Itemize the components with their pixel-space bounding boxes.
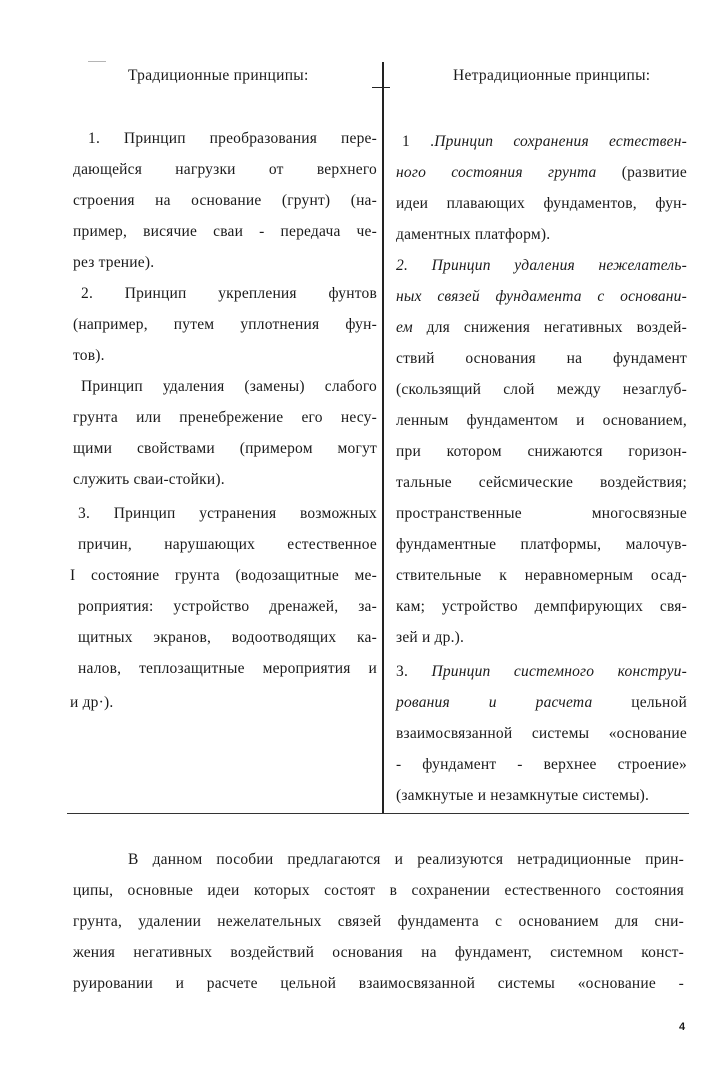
right-line: ных связей фундамента с основани- <box>396 288 687 305</box>
column-divider <box>382 62 384 814</box>
right-line: идеи плавающих фундаментов, фун- <box>396 195 687 212</box>
left-line: 1. Принцип преобразования пере- <box>88 130 377 147</box>
paragraph-line: ципы, основные идеи которых состоят в сохранении естественного состояния <box>73 882 684 899</box>
scan-mark <box>88 61 106 62</box>
right-line: взаимосвязанной системы «основание <box>396 725 687 742</box>
left-line: щитных экранов, водоотводящих ка- <box>78 629 377 646</box>
right-line: при котором снижаются горизон- <box>396 443 687 460</box>
left-line: щими свойствами (примером могут <box>73 440 377 457</box>
right-line: рования и расчета цельной <box>396 694 688 711</box>
right-line: ленным фундаментом и основанием, <box>396 412 687 429</box>
table-bottom-rule <box>67 813 689 814</box>
paragraph-line: грунта, удалении нежелательных связей фундамента с основанием для сни- <box>73 913 684 930</box>
left-line: I состояние грунта (водозащитные ме- <box>70 567 377 584</box>
right-line: (скользящий слой между незаглуб- <box>396 381 687 398</box>
left-line: служить сваи-стойки). <box>73 471 225 488</box>
right-line: ствительные к неравномерным осад- <box>396 567 687 584</box>
page-number: 4 <box>679 1021 686 1033</box>
left-line: и др·). <box>70 694 114 711</box>
left-line: Принцип удаления (замены) слабого <box>81 378 377 395</box>
left-line: налов, теплозащитные мероприятия и <box>78 660 377 677</box>
right-line: даментных платформ). <box>396 226 551 243</box>
right-line: (замкнутые и незамкнутые системы). <box>396 787 650 804</box>
left-line: 3. Принцип устранения возможных <box>78 505 377 522</box>
right-line: фундаментные платформы, малочув- <box>396 536 687 553</box>
right-line: - фундамент - верхнее строение» <box>396 756 687 773</box>
left-line: рез трение). <box>73 254 155 271</box>
right-line: пространственные многосвязные <box>396 505 687 522</box>
left-line: тов). <box>73 347 105 364</box>
left-line: строения на основание (грунт) (на- <box>73 192 377 209</box>
left-line: причин, нарушающих естественное <box>78 536 377 553</box>
left-line: (например, путем уплотнения фун- <box>73 316 377 333</box>
paragraph-line: жения негативных воздействий основания на фундамент, системном конст- <box>73 944 684 961</box>
left-line: роприятия: устройство дренажей, за- <box>78 598 377 615</box>
right-line: ствий основания на фундамент <box>396 350 687 367</box>
right-line: кам; устройство демпфирующих свя- <box>396 598 687 615</box>
right-line: ного состояния грунта (развитие <box>396 164 687 181</box>
left-line: 2. Принцип укрепления фунтов <box>81 285 377 302</box>
header-traditional: Традиционные принципы: <box>128 67 309 84</box>
paragraph-line: В данном пособии предлагаются и реализуются нетрадиционные прин- <box>128 851 684 868</box>
right-line: 1 .Принцип сохранения естествен- <box>402 133 687 150</box>
right-line: зей и др.). <box>396 629 465 646</box>
header-tick <box>372 87 390 88</box>
left-line: грунта или пренебрежение его несу- <box>73 409 377 426</box>
right-line: ем для снижения негативных воздей- <box>396 319 687 336</box>
paragraph-line: руировании и расчете цельной взаимосвязанной системы «основание - <box>73 975 684 992</box>
right-line: 2. Принцип удаления нежелатель- <box>396 257 687 274</box>
right-line: тальные сейсмические воздействия; <box>396 474 687 491</box>
left-line: пример, висячие сваи - передача че- <box>73 223 377 240</box>
left-line: дающейся нагрузки от верхнего <box>73 161 377 178</box>
header-nontraditional: Нетрадиционные принципы: <box>453 67 651 84</box>
right-line: 3. Принцип системного конструи- <box>396 663 687 680</box>
